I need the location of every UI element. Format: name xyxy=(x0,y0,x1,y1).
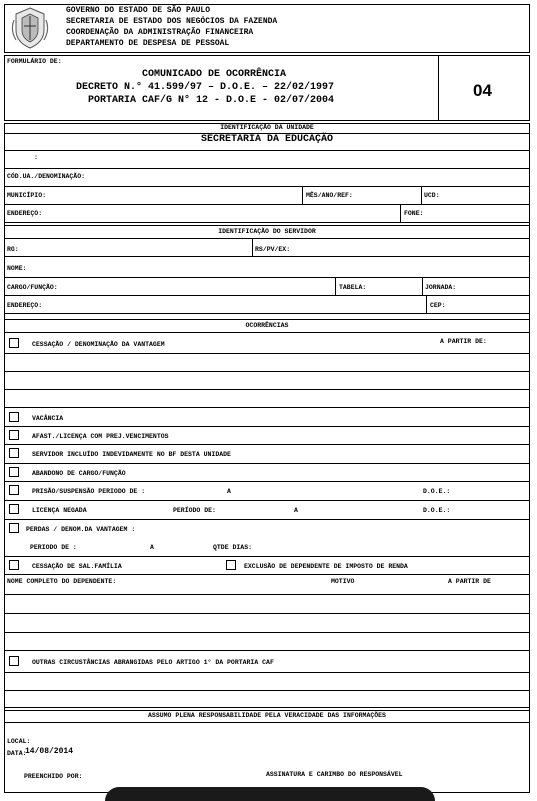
a-partir-de-dependente-label: A PARTIR DE xyxy=(448,578,491,585)
afast-label: AFAST./LICENÇA COM PREJ.VENCIMENTOS xyxy=(32,433,169,440)
vacancia-checkbox[interactable] xyxy=(9,412,19,422)
motivo-label: MOTIVO xyxy=(331,578,355,585)
rs-pv-ex-field[interactable]: RS/PV/EX: xyxy=(255,246,291,253)
cessacao-sal-familia-checkbox[interactable] xyxy=(9,560,19,570)
cessacao-sal-familia-label: CESSAÇÃO DE SAL.FAMÍLIA xyxy=(32,563,122,570)
form-number: 04 xyxy=(473,81,492,100)
qtde-dias-label: QTDE DIAS: xyxy=(213,544,253,551)
prisao-checkbox[interactable] xyxy=(9,485,19,495)
form-portaria: PORTARIA CAF/G N° 12 - D.O.E - 02/07/2004 xyxy=(88,95,335,106)
cessacao-checkbox[interactable] xyxy=(9,338,19,348)
tabela-field[interactable]: TABELA: xyxy=(339,284,367,291)
header-line-3: COORDENAÇÃO DA ADMINISTRAÇÃO FINANCEIRA xyxy=(66,28,254,37)
licenca-doe-label: D.O.E.: xyxy=(423,507,451,514)
fone-field[interactable]: FONE: xyxy=(404,210,424,217)
outras-circunstancias-label: OUTRAS CIRCUSTÂNCIAS ABRANGIDAS PELO ARTIGO 1° DA PORTARIA CAF xyxy=(32,659,274,666)
afast-checkbox[interactable] xyxy=(9,430,19,440)
perdas-a-label: A xyxy=(150,544,154,551)
prisao-label: PRISÃO/SUSPENSÃO PERIODO DE : xyxy=(32,488,146,495)
ucd-field[interactable]: UCD: xyxy=(424,192,440,199)
data-value[interactable]: 14/08/2014 xyxy=(25,747,74,756)
licenca-periodo-label: PERÍODO DE: xyxy=(173,507,216,514)
servidor-section-title: IDENTIFICAÇÃO DO SERVIDOR xyxy=(218,228,316,235)
form-label: FORMULÁRIO DE: xyxy=(7,58,62,65)
bottom-tab-decoration xyxy=(105,787,435,801)
vacancia-label: VACÂNCIA xyxy=(32,415,64,422)
mes-ano-ref-field[interactable]: MÊS/ANO/REF: xyxy=(306,192,353,199)
data-label: DATA: xyxy=(7,750,27,757)
perdas-checkbox[interactable] xyxy=(9,523,19,533)
perdas-periodo-label: PERIODO DE : xyxy=(30,544,77,551)
prisao-a-label: A xyxy=(227,488,231,495)
form-body xyxy=(4,123,530,793)
preenchido-por-field[interactable]: PREENCHIDO POR: xyxy=(24,773,83,780)
local-field[interactable]: LOCAL: xyxy=(7,738,31,745)
exclusao-dependente-label: EXCLUSÃO DE DEPENDENTE DE IMPOSTO DE RENDA xyxy=(244,563,408,570)
exclusao-dependente-checkbox[interactable] xyxy=(226,560,236,570)
unidade-section-title: IDENTIFICAÇÃO DA UNIDADE xyxy=(220,124,314,131)
responsabilidade-statement: ASSUMO PLENA RESPONSABILIDADE PELA VERACIDADE DAS INFORMAÇÕES xyxy=(148,712,386,719)
prisao-doe-label: D.O.E.: xyxy=(423,488,451,495)
municipio-field[interactable]: MUNICÍPIO: xyxy=(7,192,47,199)
form-title: COMUNICADO DE OCORRÊNCIA xyxy=(142,69,287,80)
cep-field[interactable]: CEP: xyxy=(430,302,446,309)
unidade-endereco-field[interactable]: ENDEREÇO: xyxy=(7,210,43,217)
header-line-4: DEPARTAMENTO DE DESPESA DE PESSOAL xyxy=(66,39,230,48)
servidor-incluido-label: SERVIDOR INCLUÍDO INDEVIDAMENTE NO BF DESTA UNIDADE xyxy=(32,451,231,458)
abandono-checkbox[interactable] xyxy=(9,467,19,477)
nome-field[interactable]: NOME: xyxy=(7,265,27,272)
servidor-endereco-field[interactable]: ENDEREÇO: xyxy=(7,302,43,309)
licenca-a-label: A xyxy=(294,507,298,514)
abandono-label: ABANDONO DE CARGO/FUNÇÃO xyxy=(32,470,126,477)
form-decree: DECRETO N.° 41.599/97 – D.O.E. – 22/02/1997 xyxy=(76,82,335,93)
rg-field[interactable]: RG: xyxy=(7,246,19,253)
colon-mark: : xyxy=(34,154,38,161)
servidor-incluido-checkbox[interactable] xyxy=(9,448,19,458)
licenca-negada-label: LICENÇA NEGADA xyxy=(32,507,87,514)
state-seal-icon xyxy=(10,6,50,50)
jornada-field[interactable]: JORNADA: xyxy=(425,284,457,291)
header-line-2: SECRETARIA DE ESTADO DOS NEGÓCIOS DA FAZENDA xyxy=(66,17,278,26)
perdas-label: PERDAS / DENOM.DA VANTAGEM : xyxy=(26,526,136,533)
outras-circunstancias-checkbox[interactable] xyxy=(9,656,19,666)
licenca-negada-checkbox[interactable] xyxy=(9,504,19,514)
assinatura-label: ASSINATURA E CARIMBO DO RESPONSÁVEL xyxy=(266,771,403,778)
header-line-1: GOVERNO DO ESTADO DE SÃO PAULO xyxy=(66,6,211,15)
a-partir-de-label: A PARTIR DE: xyxy=(440,338,487,345)
cargo-funcao-field[interactable]: CARGO/FUNÇÃO: xyxy=(7,284,58,291)
cod-ua-field[interactable]: CÓD.UA./DENOMINAÇÃO: xyxy=(7,173,86,180)
cessacao-label: CESSAÇÃO / DENOMINAÇÃO DA VANTAGEM xyxy=(32,341,165,348)
ocorrencias-section-title: OCORRÊNCIAS xyxy=(245,322,289,329)
nome-dependente-label: NOME COMPLETO DO DEPENDENTE: xyxy=(7,578,117,585)
secretaria-name: SECRETARIA DA EDUCAÇÃO xyxy=(200,134,334,145)
